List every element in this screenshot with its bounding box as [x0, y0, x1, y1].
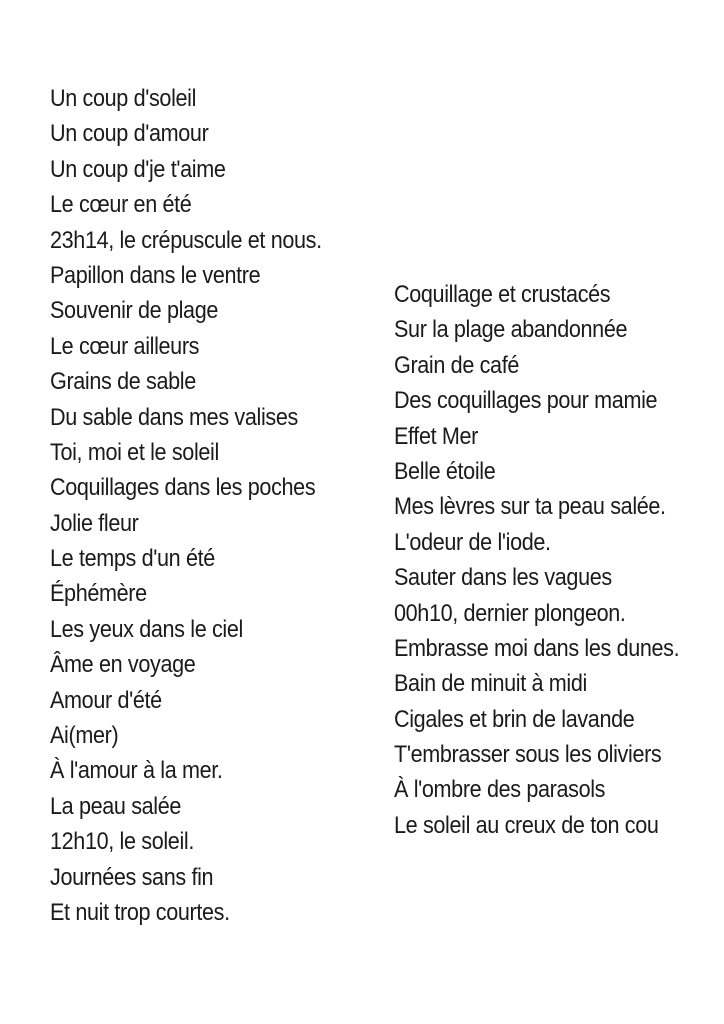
text-line: Le cœur ailleurs [50, 332, 200, 360]
text-line: Bain de minuit à midi [394, 670, 587, 698]
text-line: Amour d'été [50, 686, 162, 714]
text-line: Papillon dans le ventre [50, 261, 261, 289]
text-line: Grains de sable [50, 368, 196, 396]
right-text-column [394, 277, 679, 843]
text-line: La peau salée [50, 792, 182, 820]
text-line: Toi, moi et le soleil [50, 438, 219, 466]
text-line: Un coup d'amour [50, 120, 209, 148]
text-line: Ai(mer) [50, 722, 119, 750]
text-line: Coquillage et crustacés [394, 281, 611, 308]
text-line: Le temps d'un été [50, 545, 215, 573]
text-line: Le cœur en été [50, 191, 192, 219]
text-line: 00h10, dernier plongeon. [394, 599, 626, 627]
text-line: Grain de café [394, 351, 520, 379]
text-line: Effet Mer [394, 422, 478, 450]
text-line: Jolie fleur [50, 509, 139, 537]
text-line: L'odeur de l'iode. [394, 528, 551, 556]
text-line: Embrasse moi dans les dunes. [394, 634, 680, 662]
text-line: Du sable dans mes valises [50, 403, 298, 431]
text-line: Belle étoile [394, 457, 496, 485]
text-line: Le soleil au creux de ton cou [394, 811, 659, 839]
text-line: À l'ombre des parasols [394, 776, 606, 804]
text-line: À l'amour à la mer. [50, 757, 223, 785]
text-line: Et nuit trop courtes. [50, 898, 230, 926]
text-line: Coquillages dans les poches [50, 474, 316, 502]
text-line: Âme en voyage [50, 651, 196, 679]
text-line: Un coup d'soleil [50, 85, 197, 112]
text-line: Éphémère [50, 580, 147, 608]
text-line: T'embrasser sous les oliviers [394, 741, 662, 769]
text-line: Cigales et brin de lavande [394, 705, 635, 733]
text-line: 23h14, le crépuscule et nous. [50, 226, 322, 254]
text-line: Mes lèvres sur ta peau salée. [394, 493, 666, 521]
text-line: Sauter dans les vagues [394, 564, 612, 592]
text-line: Sur la plage abandonnée [394, 316, 628, 344]
text-line: Des coquillages pour mamie [394, 387, 658, 415]
text-line: Les yeux dans le ciel [50, 615, 243, 643]
text-line: Journées sans fin [50, 863, 214, 891]
left-text-column [50, 81, 322, 930]
text-line: 12h10, le soleil. [50, 828, 194, 856]
text-line: Un coup d'je t'aime [50, 155, 226, 183]
text-line: Souvenir de plage [50, 297, 219, 325]
